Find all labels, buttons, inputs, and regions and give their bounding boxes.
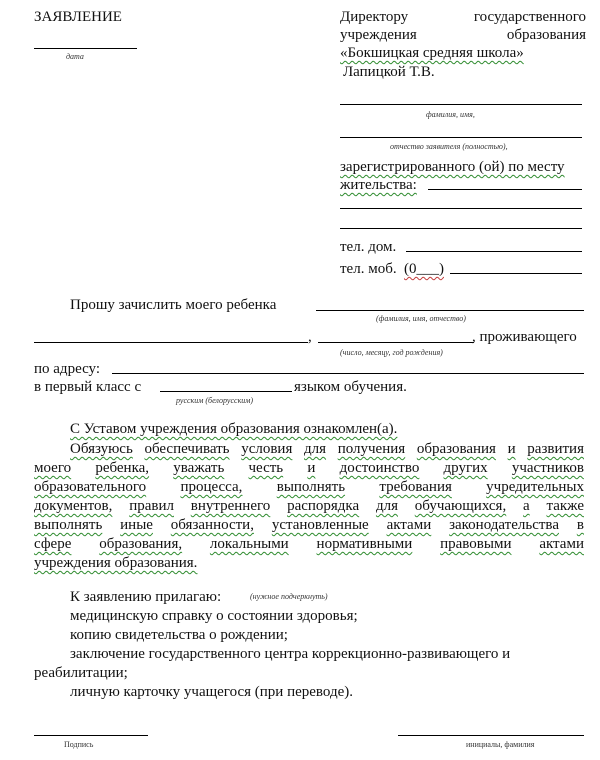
caption-birth: (число, месяцу, год рождения): [340, 348, 443, 357]
attachments-caption: (нужное подчеркнуть): [250, 592, 328, 601]
applicant-patronymic-line[interactable]: [340, 137, 582, 138]
caption-child: (фамилия, имя, отчество): [376, 314, 466, 323]
language-line[interactable]: [160, 391, 292, 392]
phone-mobile-code: (0___): [404, 261, 444, 277]
first-class-text: в первый класс с: [34, 379, 142, 395]
phone-home-line[interactable]: [406, 251, 582, 252]
applicant-name-line[interactable]: [340, 104, 582, 105]
obligation-line-7: учреждения образования.: [34, 555, 198, 571]
obligation-line-5: выполнять иные обязанности, установленные актами законодательства в: [34, 517, 584, 533]
addressee-line-1: Директору государственного: [340, 9, 586, 25]
registered-label: зарегистрированного (ой) по месту: [340, 159, 565, 175]
obligation-line-6: сфере образования, локальными нормативными правовыми актами: [34, 536, 584, 552]
obligation-line-4: документов, правил внутреннего распорядка для обучающихся, а также: [34, 498, 584, 514]
residence-line-1[interactable]: [428, 189, 582, 190]
child-name-line[interactable]: [316, 310, 584, 311]
initials-caption: инициалы, фамилия: [466, 740, 535, 749]
phone-mobile-label: тел. моб.: [340, 261, 397, 277]
director-name: Лапицкой Т.В.: [343, 64, 435, 80]
child-name-line-2[interactable]: [34, 342, 308, 343]
residence-line-2[interactable]: [340, 208, 582, 209]
phone-home-label: тел. дом.: [340, 239, 397, 255]
caption-name: фамилия, имя,: [426, 110, 475, 119]
caption-patronymic: отчество заявителя (полностью),: [390, 142, 508, 151]
form-title: ЗАЯВЛЕНИЕ: [34, 9, 122, 25]
attachment-rehab: реабилитации;: [34, 665, 128, 681]
signature-caption: Подпись: [64, 740, 94, 749]
addressee-line-2: учреждения образования: [340, 27, 586, 43]
address-line[interactable]: [112, 373, 584, 374]
attachment-medical: медицинскую справку о состоянии здоровья;: [70, 608, 358, 624]
obligation-line-2: моего ребенка, уважать честь и достоинство других участников: [34, 460, 584, 476]
attachment-student-card: личную карточку учащегося (при переводе).: [70, 684, 353, 700]
attachments-intro: К заявлению прилагаю:: [70, 589, 222, 605]
comma: ,: [308, 329, 312, 345]
language-text: языком обучения.: [294, 379, 407, 395]
obligation-line-3: образовательного процесса, выполнять требования учредительных: [34, 479, 584, 495]
initials-line[interactable]: [398, 735, 584, 736]
address-label: по адресу:: [34, 361, 101, 377]
obligation-line-1: Обязуюсь обеспечивать условия для получения образования и развития: [70, 441, 584, 457]
date-caption: дата: [66, 52, 84, 61]
charter-text: С Уставом учреждения образования ознакомлен(а).: [70, 421, 398, 437]
date-line[interactable]: [34, 48, 137, 49]
signature-line[interactable]: [34, 735, 148, 736]
phone-mobile-line[interactable]: [450, 273, 582, 274]
birth-date-line[interactable]: [318, 342, 474, 343]
attachment-conclusion: заключение государственного центра коррекционно-развивающего и: [70, 646, 511, 662]
school-name: «Бокшицкая средняя школа»: [340, 45, 524, 61]
enroll-text: Прошу зачислить моего ребенка: [70, 297, 277, 313]
caption-language: русским (белорусским): [176, 396, 254, 405]
residence-label: жительства:: [340, 177, 417, 193]
residence-line-3[interactable]: [340, 228, 582, 229]
residing-text: , проживающего: [472, 329, 577, 345]
attachment-birth-cert: копию свидетельства о рождении;: [70, 627, 288, 643]
